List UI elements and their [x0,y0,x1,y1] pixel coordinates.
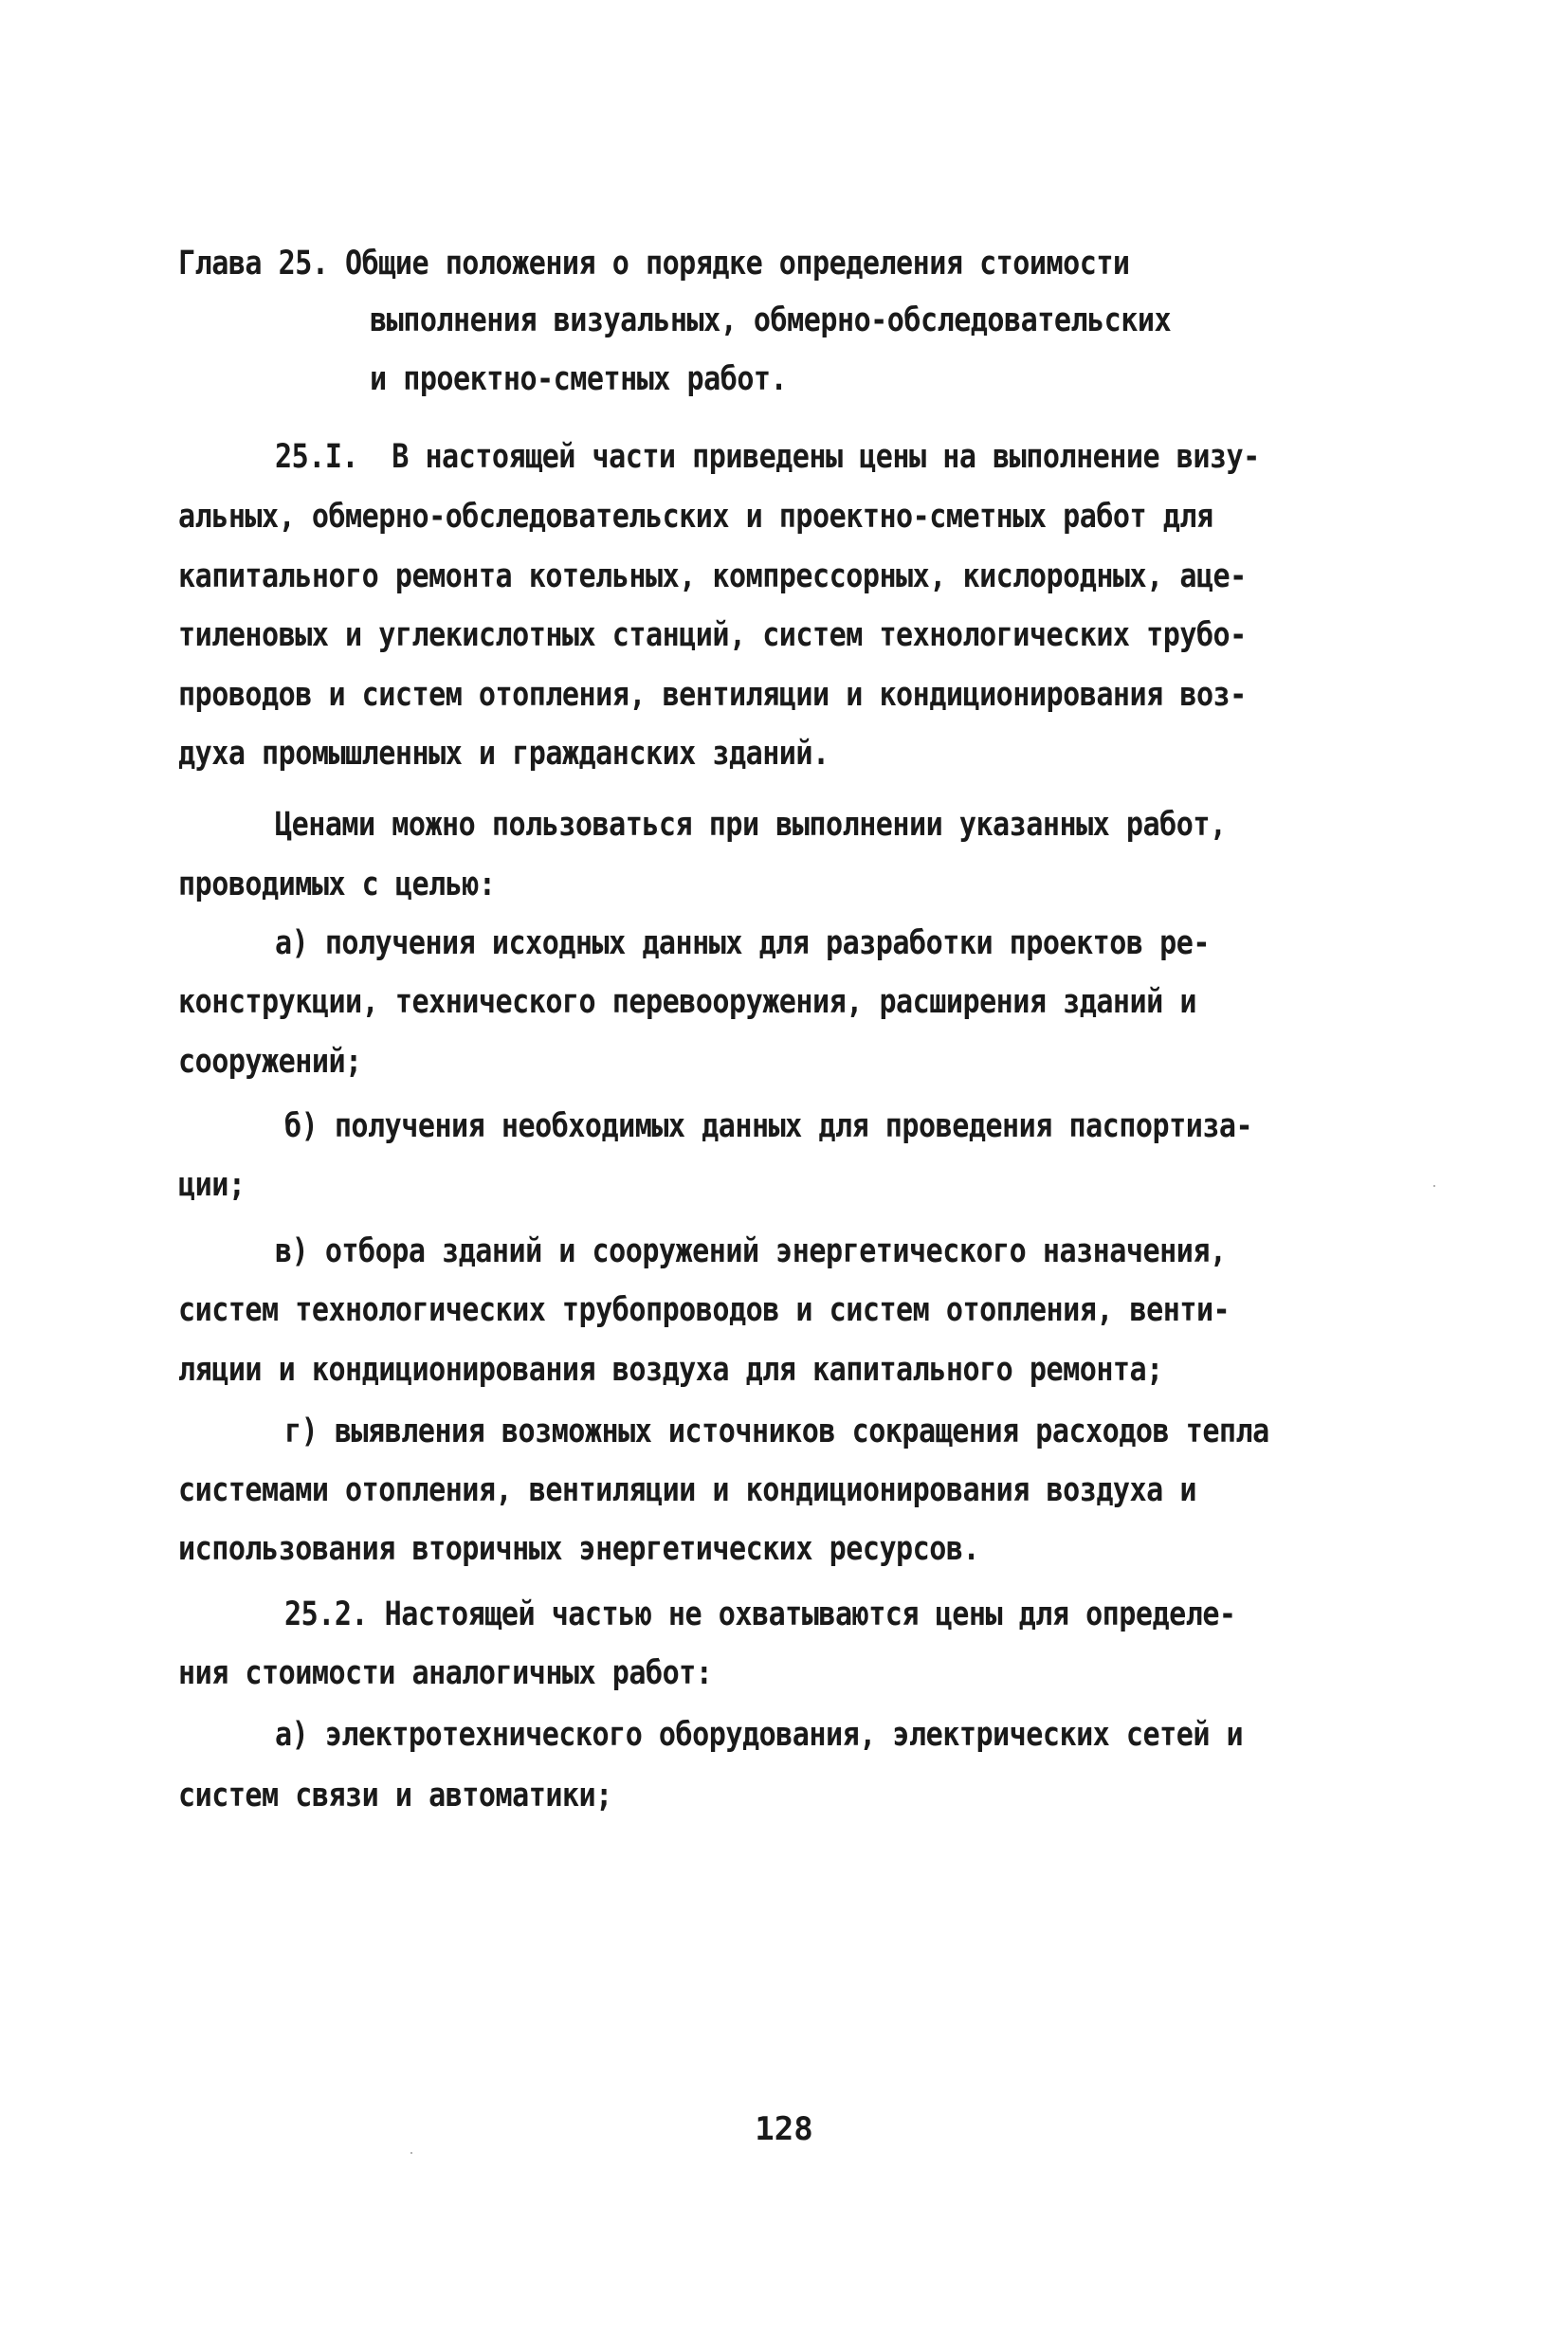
list-item-g-line: использования вторичных энергетических ресурсов. [178,1530,980,1568]
paragraph-25-2-line: 25.2. Настоящей частью не охватываются цены для определе- [284,1595,1236,1633]
paragraph-25-2-line: ния стоимости аналогичных работ: [178,1654,713,1692]
paragraph-25-1-line: тиленовых и углекислотных станций, систем технологических трубо- [178,616,1247,654]
list-item-a2-line: а) электротехнического оборудования, электрических сетей и [275,1716,1244,1754]
paragraph-25-1-line: альных, обмерно-обследовательских и проектно-сметных работ для [178,498,1213,536]
paragraph-usage-line: Ценами можно пользоваться при выполнении указанных работ, [275,806,1227,844]
list-item-a-line: конструкции, технического перевооружения, расширения зданий и [178,983,1196,1021]
paragraph-25-1-line: проводов и систем отопления, вентиляции и кондиционирования воз- [178,676,1247,714]
page-number: 128 [755,2110,813,2148]
scan-speck [410,2152,412,2154]
scan-speck [1433,1185,1435,1187]
paragraph-25-1-line: 25.I. В настоящей части приведены цены на выполнение визу- [275,438,1260,476]
paragraph-25-1-line: духа промышленных и гражданских зданий. [178,735,830,773]
list-item-b-line: ции; [178,1166,246,1204]
list-item-g-line: г) выявления возможных источников сокращения расходов тепла [284,1413,1269,1450]
chapter-title-line-3: и проектно-сметных работ. [370,360,788,398]
list-item-a2-line: систем связи и автоматики; [178,1777,612,1814]
list-item-v-line: в) отбора зданий и сооружений энергетического назначения, [275,1232,1227,1270]
chapter-title-line-2: выполнения визуальных, обмерно-обследовательских [370,301,1172,339]
list-item-a-line: сооружений; [178,1043,362,1081]
list-item-v-line: систем технологических трубопроводов и систем отопления, венти- [178,1291,1231,1329]
list-item-b-line: б) получения необходимых данных для проведения паспортиза- [284,1107,1253,1145]
paragraph-usage-line: проводимых с целью: [178,866,496,903]
list-item-a-line: а) получения исходных данных для разработки проектов ре- [275,924,1210,962]
list-item-g-line: системами отопления, вентиляции и кондиционирования воздуха и [178,1471,1196,1509]
chapter-title-line-1: Глава 25. Общие положения о порядке определения стоимости [178,245,1130,283]
list-item-v-line: ляции и кондиционирования воздуха для капитального ремонта; [178,1351,1163,1389]
paragraph-25-1-line: капитального ремонта котельных, компрессорных, кислородных, аце- [178,557,1247,595]
